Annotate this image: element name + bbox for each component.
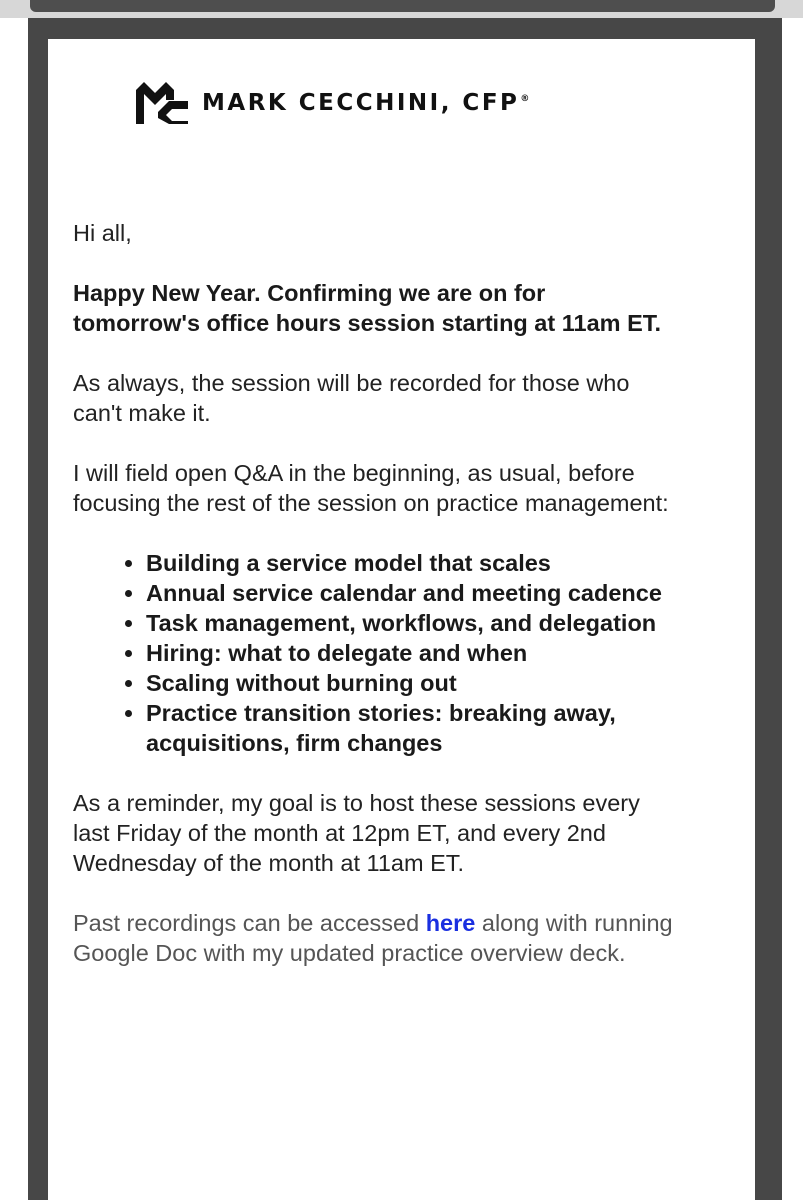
list-item: • Building a service model that scales (146, 548, 673, 578)
frame-right-edge (782, 18, 803, 1200)
registered-mark: ® (520, 94, 530, 105)
topic-list (73, 548, 673, 758)
list-item: • Scaling without burning out (146, 668, 673, 698)
frame-top-border (28, 18, 782, 39)
recordings-paragraph (73, 908, 673, 968)
recording-note: As always, the session will be recorded for those who can't make it. (73, 370, 630, 426)
recordings-suffix: along with running Google Doc with my updated practice overview deck. (73, 910, 673, 966)
window-top-bar (30, 0, 775, 12)
mc-monogram-icon (136, 82, 188, 124)
recordings-prefix: Past recordings can be accessed (73, 910, 420, 936)
email-body (73, 218, 673, 998)
headline: Happy New Year. Confirming we are on for tomorrow's office hours session starting at 11am ET. (73, 280, 662, 336)
list-item: • Practice transition stories: breaking away, acquisitions, firm changes (146, 698, 673, 758)
frame-left-border (28, 18, 48, 1200)
intro-text: I will field open Q&A in the beginning, as usual, before focusing the rest of the session on practice management: (73, 460, 669, 516)
frame-left-edge (0, 18, 28, 1200)
list-item: • Task management, workflows, and delegation (146, 608, 673, 638)
reminder-text: As a reminder, my goal is to host these sessions every last Friday of the month at 12pm ET, and every 2nd Wednesday of the month at 11am ET. (73, 790, 640, 876)
frame-right-border (755, 18, 782, 1200)
list-item: • Hiring: what to delegate and when (146, 638, 673, 668)
brand-name (202, 90, 529, 116)
list-item: • Annual service calendar and meeting cadence (146, 578, 673, 608)
greeting: Hi all, (73, 220, 132, 246)
brand-name-text: MARK CECCHINI, CFP (202, 90, 520, 116)
brand-logo (136, 80, 529, 126)
recordings-link[interactable]: here (425, 910, 476, 936)
